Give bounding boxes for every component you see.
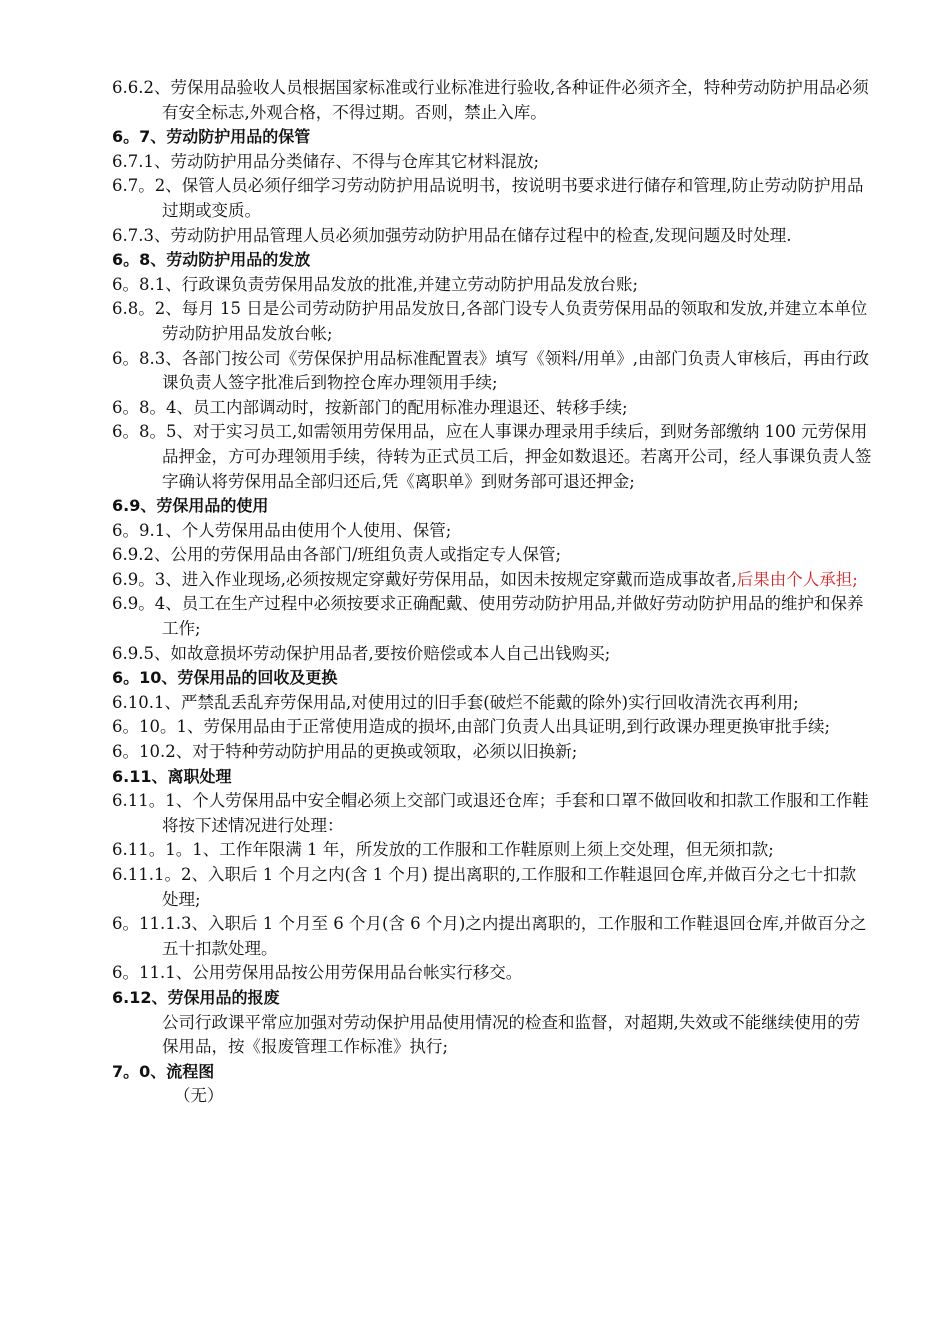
heading-6-12: 6.12、劳保用品的报废 <box>112 987 280 1007</box>
clause-6-9-2: 6.9.2、公用的劳保用品由各部门/班组负责人或指定专人保管; <box>112 545 562 565</box>
clause-6-11-1-1: 6.11。1。1、工作年限满 1 年，所发放的工作服和工作鞋原则上须上交处理，但无须扣款; <box>112 840 774 860</box>
clause-6-9-1: 6。9.1、个人劳保用品由使用个人使用、保管; <box>112 520 452 540</box>
heading-6-7: 6。7、劳动防护用品的保管 <box>112 127 311 147</box>
heading-6-10: 6。10、劳保用品的回收及更换 <box>112 668 338 688</box>
clause-6-8-1: 6。8.1、行政课负责劳保用品发放的批准,并建立劳动防护用品发放台账; <box>112 274 639 294</box>
clause-6-8-3: 6。8.3、各部门按公司《劳保保护用品标准配置表》填写《领料/用单》,由部门负责人审核后，再由行政课负责人签字批准后到物控仓库办理领用手续; <box>112 348 870 393</box>
clause-6-9-3 <box>112 568 872 593</box>
clause-6-7-1: 6.7.1、劳动防护用品分类储存、不得与仓库其它材料混放; <box>112 151 540 171</box>
clause-6-8-5: 6。8。5、对于实习员工,如需领用劳保用品，应在人事课办理录用手续后，到财务部缴纳 100 元劳保用品押金，方可办理领用手续，待转为正式员工后，押金如数退还。若离开公司，经人事课负责人签字确认将劳保用品全部归还后,凭《离职单》到财务部可退还押金; <box>112 422 872 491</box>
flowchart-none: （无） <box>174 1086 224 1106</box>
clause-6-11-1-2: 6.11.1。2、入职后 1 个月之内(含 1 个月) 提出离职的,工作服和工作鞋退回仓库,并做百分之七十扣款处理; <box>112 865 857 909</box>
clause-6-11-1: 6.11。1、个人劳保用品中安全帽必须上交部门或退还仓库；手套和口罩不做回收和扣款工作服和工作鞋将按下述情况进行处理： <box>112 791 869 835</box>
clause-6-10-2: 6。10.2、对于特种劳动防护用品的更换或领取，必须以旧换新; <box>112 742 578 762</box>
heading-7-0: 7。0、流程图 <box>112 1061 215 1081</box>
heading-6-8: 6。8、劳动防护用品的发放 <box>112 250 311 270</box>
heading-6-11: 6.11、离职处理 <box>112 766 232 786</box>
heading-6-9: 6.9、劳保用品的使用 <box>112 496 269 516</box>
clause-6-10-1-b: 6。10。1、劳保用品由于正常使用造成的损坏,由部门负责人出具证明,到行政课办理更换审批手续; <box>112 717 831 737</box>
document-body <box>112 76 872 1109</box>
clause-6-11-1-3: 6。11.1.3、入职后 1 个月至 6 个月(含 6 个月)之内提出离职的，工作服和工作鞋退回仓库,并做百分之五十扣款处理。 <box>112 914 867 958</box>
clause-6-9-3-highlight: 后果由个人承担; <box>736 569 858 589</box>
clause-6-9-5: 6.9.5、如故意损坏劳动保护用品者,要按价赔偿或本人自己出钱购买; <box>112 643 611 663</box>
clause-6-10-1: 6.10.1、严禁乱丢乱弃劳保用品,对使用过的旧手套(破烂不能戴的除外)实行回收清洗衣再利用; <box>112 692 799 712</box>
clause-6-8-4: 6。8。4、员工内部调动时，按新部门的配用标准办理退还、转移手续; <box>112 397 628 417</box>
clause-6-11-1-b: 6。11.1、公用劳保用品按公用劳保用品台帐实行移交。 <box>112 963 523 983</box>
clause-6-7-2: 6.7。2、保管人员必须仔细学习劳动防护用品说明书，按说明书要求进行储存和管理,防止劳动防护用品过期或变质。 <box>112 176 864 220</box>
clause-6-7-3: 6.7.3、劳动防护用品管理人员必须加强劳动防护用品在储存过程中的检查,发现问题及时处理. <box>112 225 792 245</box>
clause-6-6-2: 6.6.2、劳保用品验收人员根据国家标准或行业标准进行验收,各种证件必须齐全，特种劳动防护用品必须有安全标志,外观合格，不得过期。否则，禁止入库。 <box>112 78 869 122</box>
clause-6-9-4: 6.9。4、员工在生产过程中必须按要求正确配戴、使用劳动防护用品,并做好劳动防护用品的维护和保养工作; <box>112 594 864 639</box>
clause-6-9-3-text: 6.9。3、进入作业现场,必须按规定穿戴好劳保用品，如因未按规定穿戴而造成事故者, <box>112 569 737 589</box>
paragraph-6-12: 公司行政课平常应加强对劳动保护用品使用情况的检查和监督，对超期,失效或不能继续使用的劳保用品，按《报废管理工作标准》执行; <box>162 1012 861 1057</box>
clause-6-8-2: 6.8。2、每月 15 日是公司劳动防护用品发放日,各部门设专人负责劳保用品的领取和发放,并建立本单位劳动防护用品发放台帐; <box>112 299 868 343</box>
